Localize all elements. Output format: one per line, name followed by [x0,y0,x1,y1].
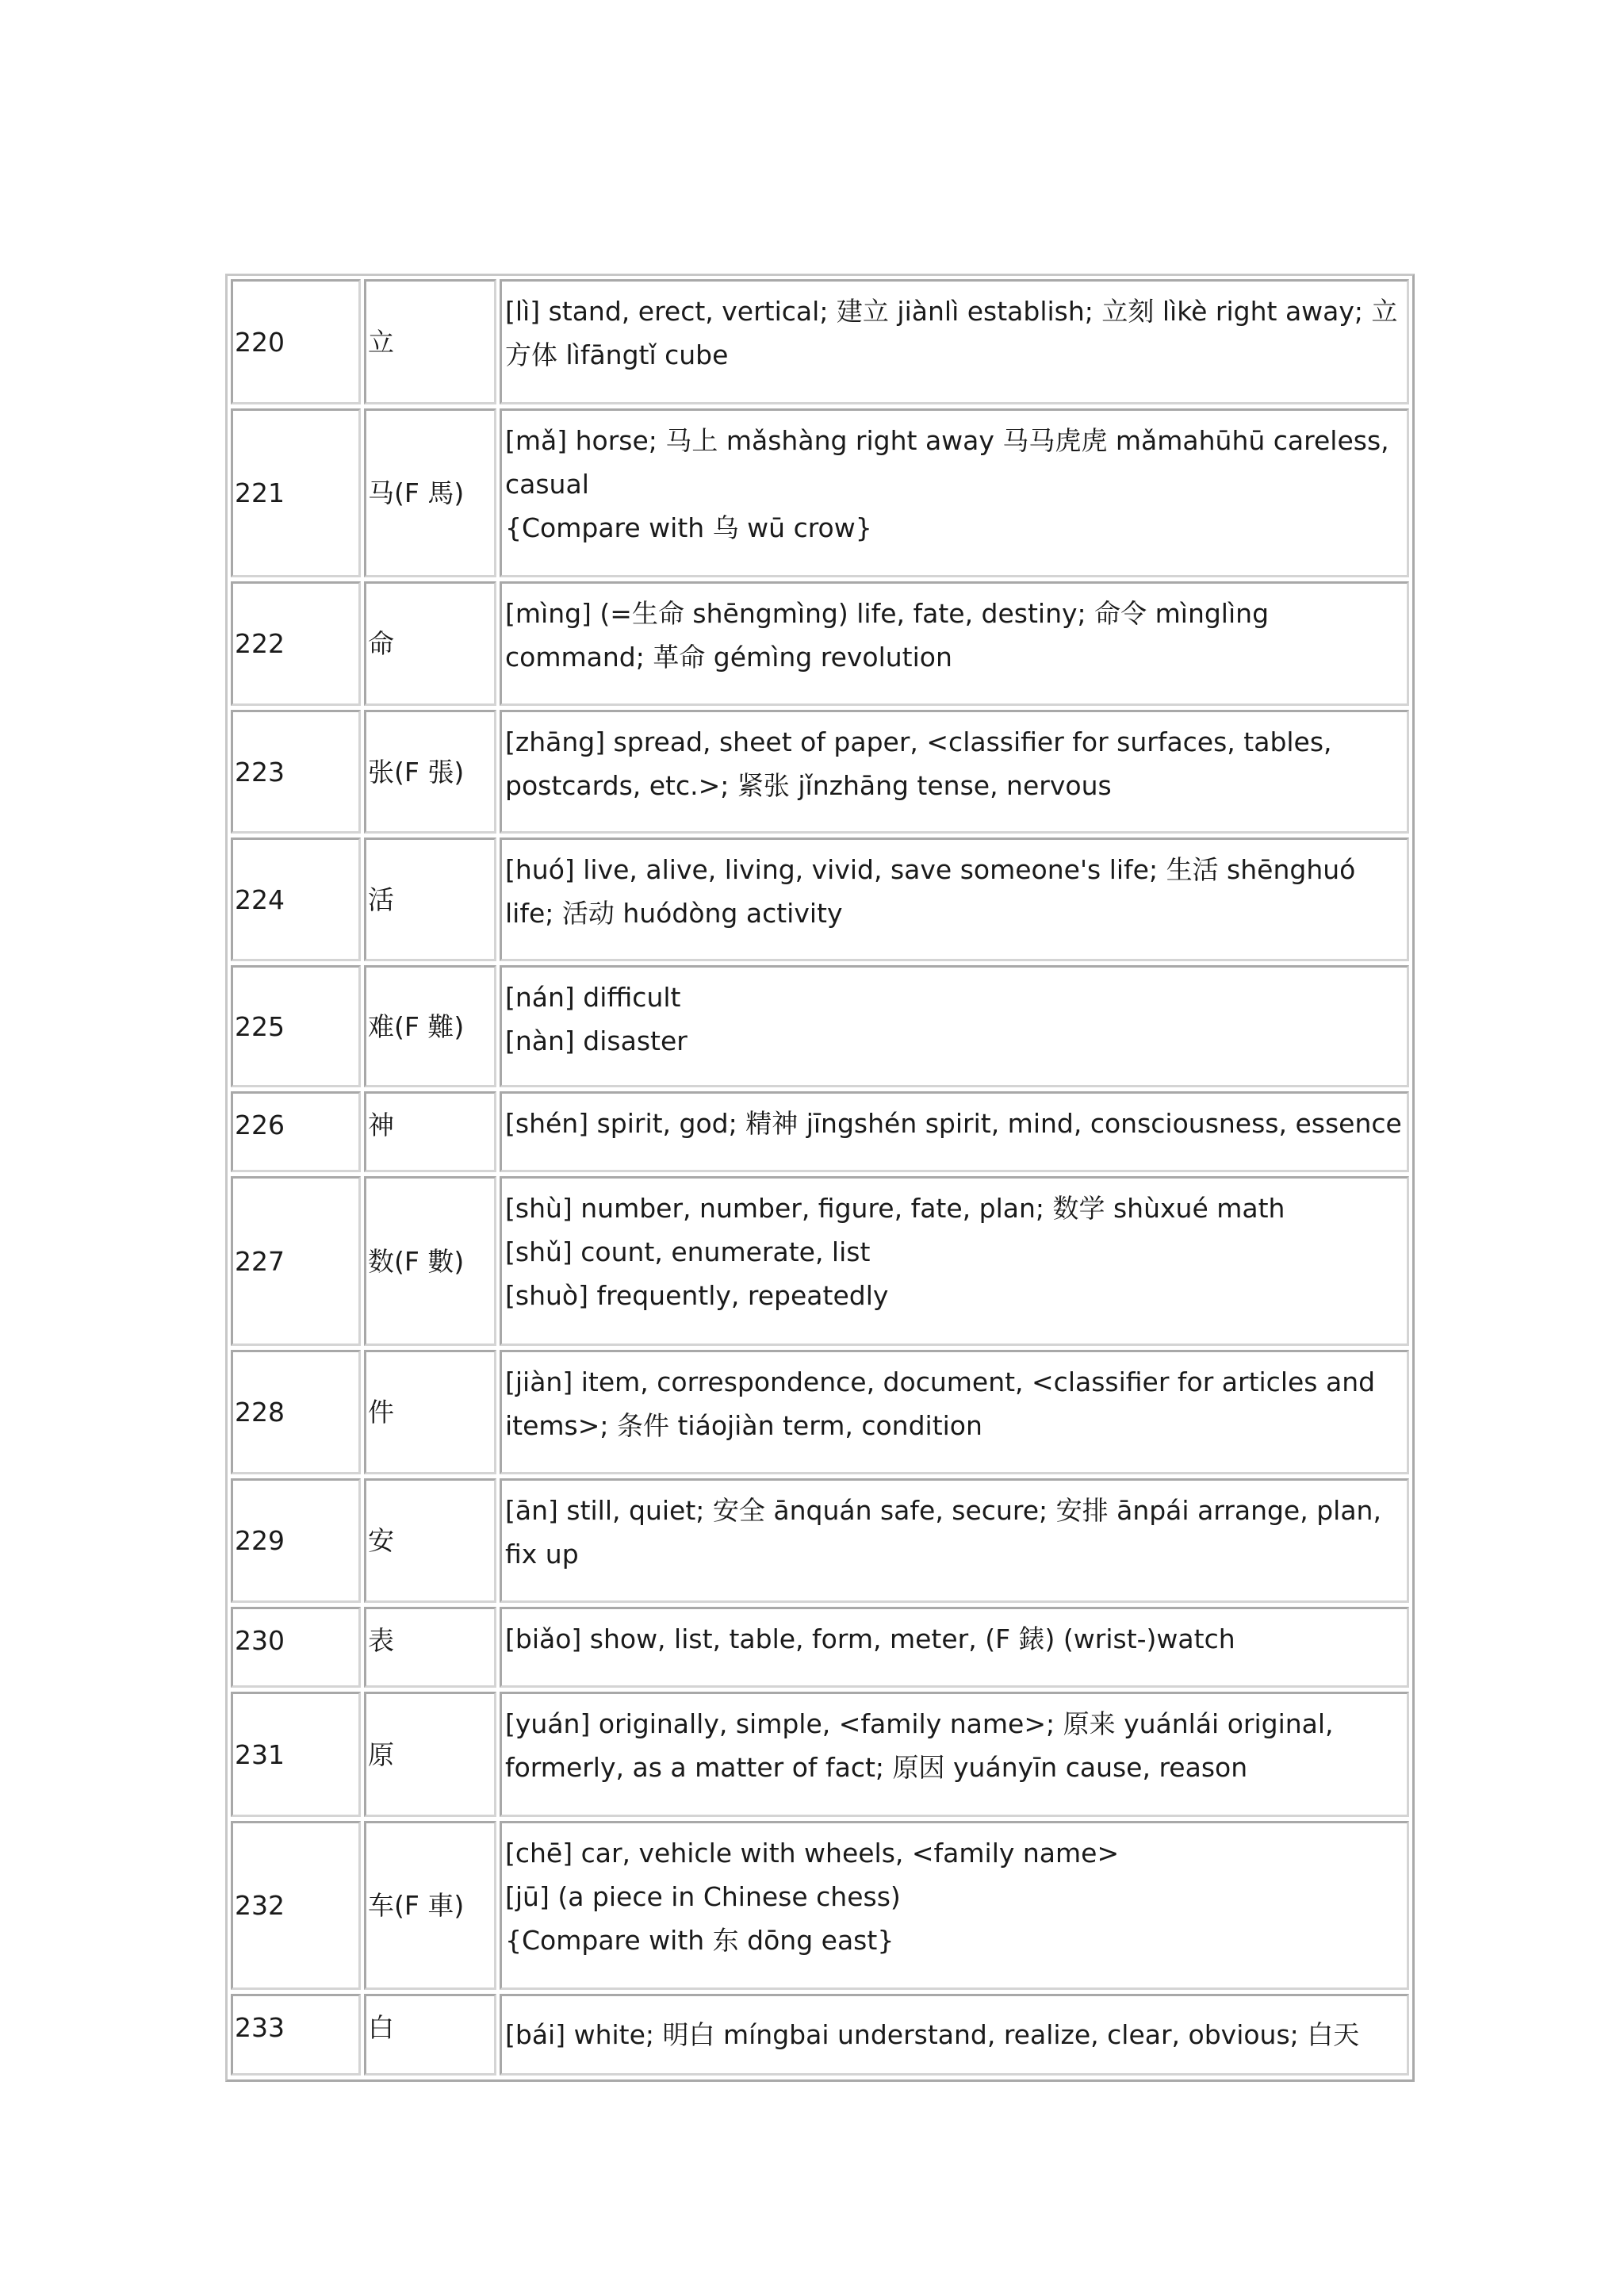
entry-definition [500,1350,1409,1474]
table-row [231,1821,1409,1990]
definition-line: [huó] live, alive, living, vivid, save someone's life; 生活 shēnghuó life; 活动 huódòng activity [505,854,1356,929]
table-row [231,1692,1409,1817]
entry-character: 神 [364,1091,496,1172]
definition-line: [yuán] originally, simple, <family name>; 原来 yuánlái original, formerly, as a matter of fact; 原因 yuányīn cause, reason [505,1708,1334,1783]
entry-definition [500,1692,1409,1817]
table-row [231,408,1409,577]
entry-character: 立 [364,279,496,404]
definition-line: [zhāng] spread, sheet of paper, <classifier for surfaces, tables, postcards, etc.>; 紧张 jǐnzhāng tense, nervous [505,726,1332,801]
entry-definition [500,581,1409,706]
entry-definition [500,965,1409,1087]
entry-number: 229 [231,1478,361,1603]
definition-line: {Compare with 乌 wū crow} [505,512,872,543]
entry-number: 227 [231,1176,361,1346]
entry-number: 223 [231,710,361,834]
definition-line: [shǔ] count, enumerate, list [505,1236,871,1267]
entry-number: 230 [231,1607,361,1688]
entry-character: 张(F 張) [364,710,496,834]
entry-definition [500,1607,1409,1688]
table-row [231,965,1409,1087]
definition-line: [jū] (a piece in Chinese chess) [505,1881,901,1912]
definition-line: [shuò] frequently, repeatedly [505,1280,889,1311]
entry-definition [500,1994,1409,2076]
table-row [231,581,1409,706]
definition-line: [mǎ] horse; 马上 mǎshàng right away 马马虎虎 mǎmahūhū careless, casual [505,425,1389,500]
table-row [231,1478,1409,1603]
definition-line: [shù] number, number, figure, fate, plan; 数学 shùxué math [505,1193,1285,1224]
table-row [231,838,1409,961]
entry-character: 马(F 馬) [364,408,496,577]
definition-line: {Compare with 东 dōng east} [505,1925,894,1956]
vocabulary-table [225,274,1415,2082]
entry-number: 233 [231,1994,361,2076]
entry-definition [500,1478,1409,1603]
entry-number: 231 [231,1692,361,1817]
table-row [231,1607,1409,1688]
table-row [231,1350,1409,1474]
definition-line: [shén] spirit, god; 精神 jīngshén spirit, mind, consciousness, essence [505,1108,1402,1139]
definition-line: [biǎo] show, list, table, form, meter, (F 錶) (wrist-)watch [505,1623,1235,1654]
entry-character: 白 [364,1994,496,2076]
definition-line: [nàn] disaster [505,1025,688,1056]
entry-number: 220 [231,279,361,404]
definition-line: [mìng] (=生命 shēngmìng) life, fate, destiny; 命令 mìnglìng command; 革命 gémìng revolution [505,598,1270,673]
entry-character: 活 [364,838,496,961]
definition-line: [nán] difficult [505,982,681,1013]
entry-character: 难(F 難) [364,965,496,1087]
entry-character: 原 [364,1692,496,1817]
entry-character: 车(F 車) [364,1821,496,1990]
entry-definition [500,838,1409,961]
entry-number: 225 [231,965,361,1087]
table-row [231,1091,1409,1172]
definition-line: [jiàn] item, correspondence, document, <classifier for articles and items>; 条件 tiáojiàn term, condition [505,1366,1376,1441]
entry-number: 226 [231,1091,361,1172]
entry-character: 安 [364,1478,496,1603]
entry-number: 221 [231,408,361,577]
table-row [231,1176,1409,1346]
entry-number: 224 [231,838,361,961]
entry-character: 数(F 數) [364,1176,496,1346]
entry-number: 228 [231,1350,361,1474]
entry-definition [500,710,1409,834]
definition-line: [lì] stand, erect, vertical; 建立 jiànlì establish; 立刻 lìkè right away; 立方体 lìfāngtǐ cube [505,296,1398,370]
entry-number: 232 [231,1821,361,1990]
entry-definition [500,408,1409,577]
entry-definition [500,279,1409,404]
definition-line: [chē] car, vehicle with wheels, <family name> [505,1838,1120,1869]
entry-definition [500,1176,1409,1346]
entry-character: 件 [364,1350,496,1474]
table-row [231,710,1409,834]
definition-line: [bái] white; 明白 míngbai understand, realize, clear, obvious; 白天 [505,2019,1360,2050]
table-row [231,1994,1409,2076]
definition-line: [ān] still, quiet; 安全 ānquán safe, secure; 安排 ānpái arrange, plan, fix up [505,1495,1381,1570]
entry-character: 命 [364,581,496,706]
entry-definition [500,1091,1409,1172]
entry-number: 222 [231,581,361,706]
entry-definition [500,1821,1409,1990]
table-row [231,279,1409,404]
entry-character: 表 [364,1607,496,1688]
